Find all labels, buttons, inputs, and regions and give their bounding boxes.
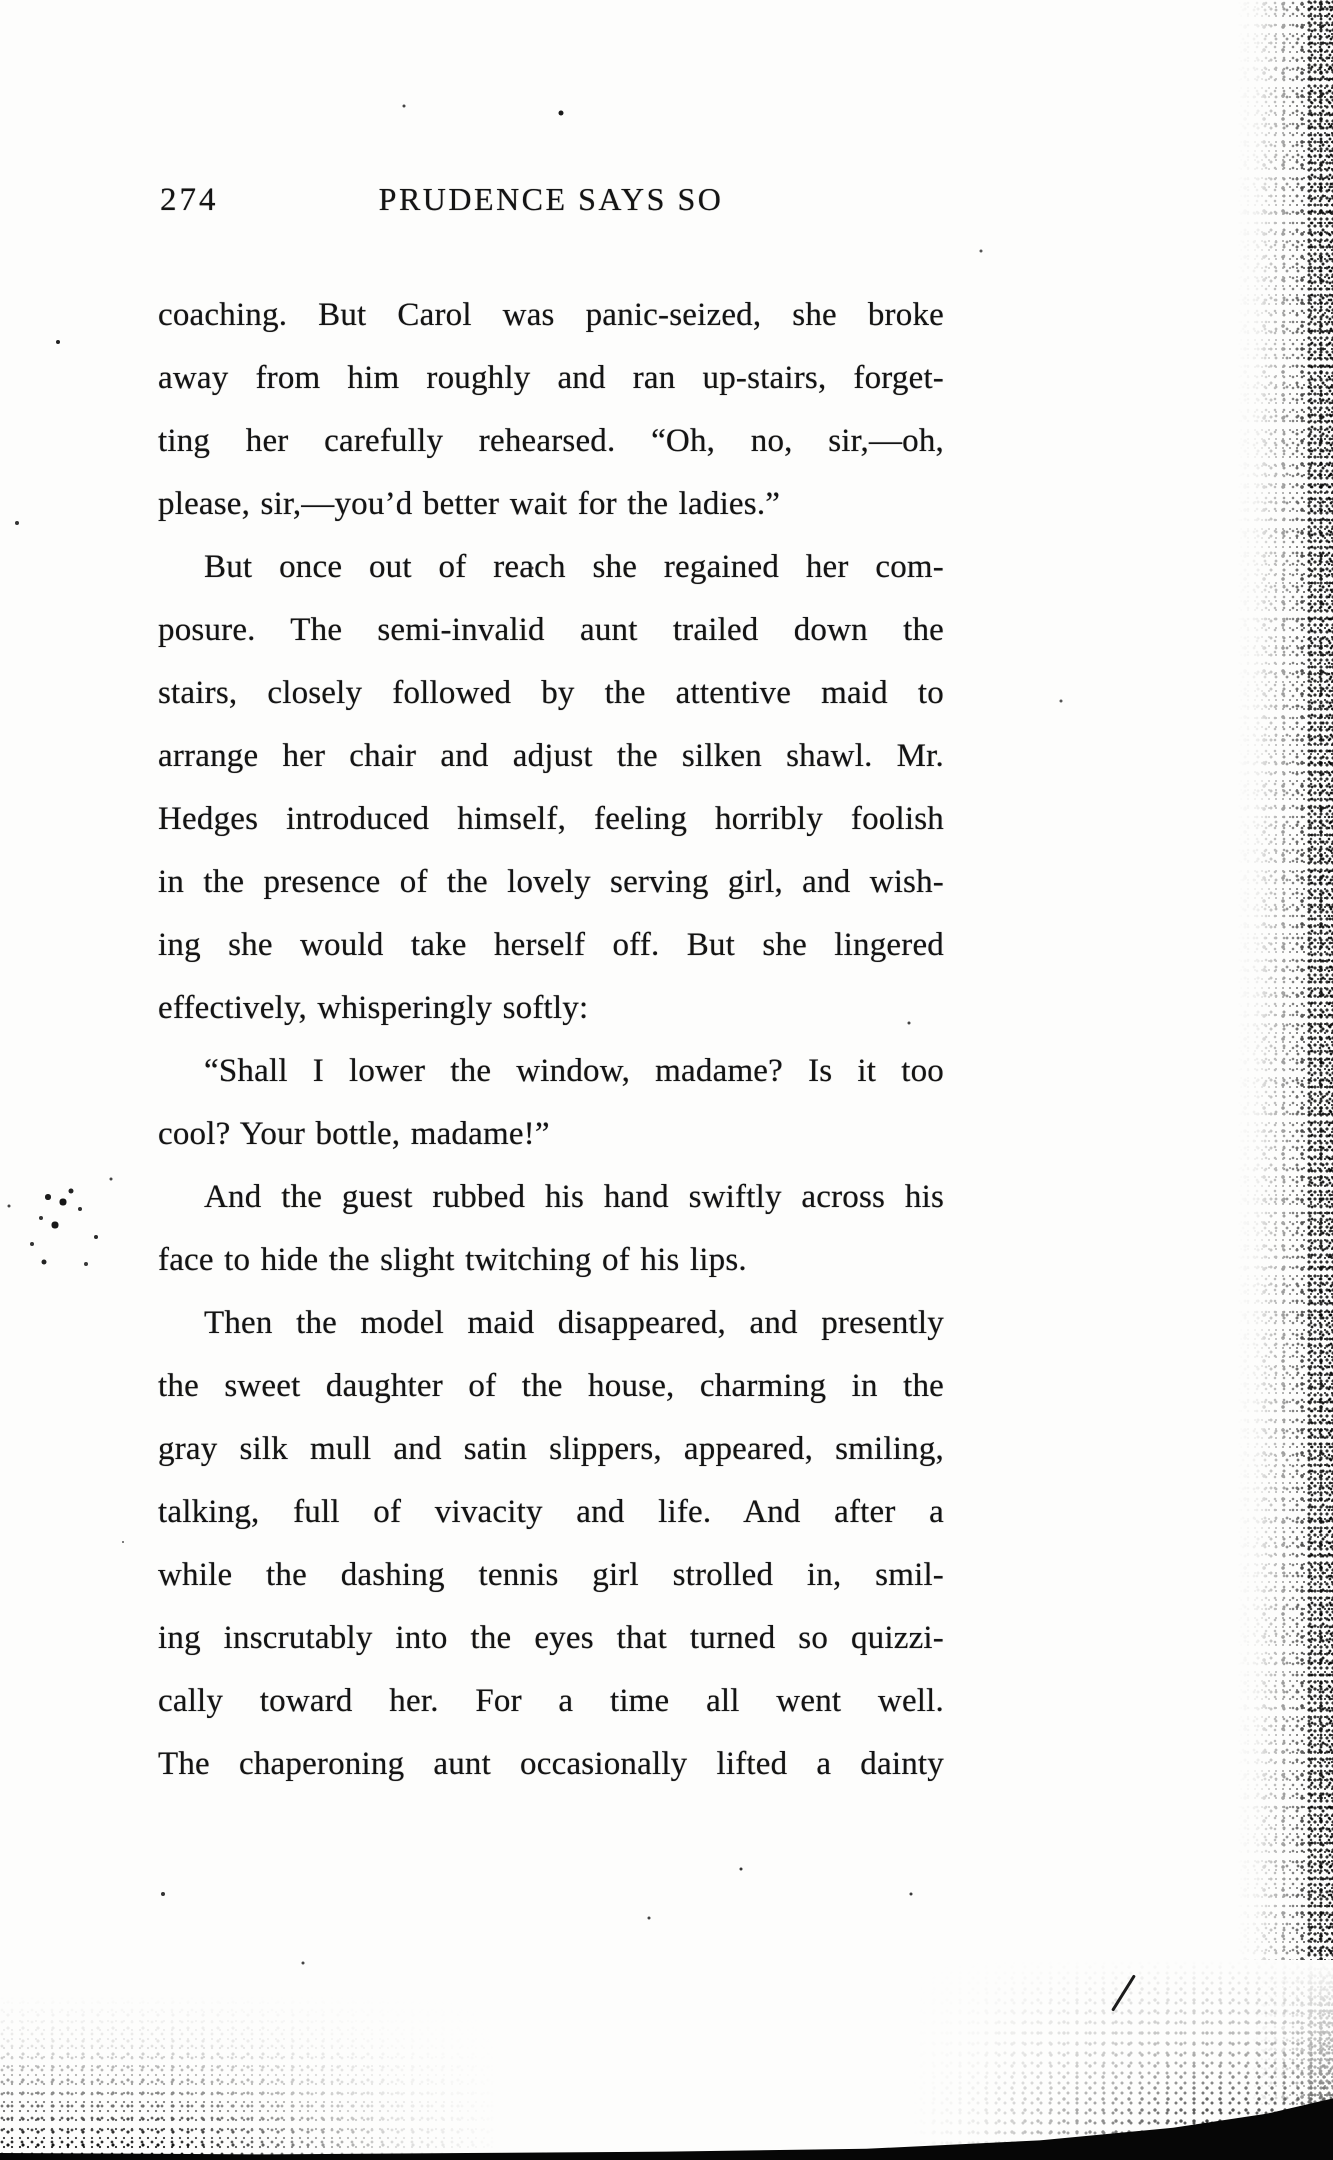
text-line: the sweet daughter of the house, charming in the	[158, 1368, 944, 1404]
text-line: coaching. But Carol was panic-seized, she broke	[158, 297, 944, 333]
text-line: “Shall I lower the window, madame? Is it too	[204, 1053, 944, 1089]
text-line: away from him roughly and ran up-stairs, forget-	[158, 360, 944, 396]
text-line: Then the model maid disappeared, and presently	[204, 1305, 944, 1341]
text-line: cally toward her. For a time all went well.	[158, 1683, 944, 1719]
text-line: please, sir,—you’d better wait for the ladies.”	[158, 486, 781, 522]
running-title: PRUDENCE SAYS SO	[378, 181, 724, 217]
text-line: while the dashing tennis girl strolled in, smil-	[158, 1557, 944, 1593]
page-number: 274	[160, 182, 219, 218]
scan-noise-right-edge	[1307, 0, 1333, 2160]
page-header	[158, 181, 944, 218]
text-line: effectively, whisperingly softly:	[158, 990, 589, 1026]
text-line: The chaperoning aunt occasionally lifted a dainty	[158, 1746, 944, 1782]
text-line: ing she would take herself off. But she lingered	[158, 927, 944, 963]
pencil-marks	[0, 0, 2, 2]
text-line: cool? Your bottle, madame!”	[158, 1116, 550, 1152]
text-line: Hedges introduced himself, feeling horribly foolish	[158, 801, 944, 837]
text-line: arrange her chair and adjust the silken shawl. Mr.	[158, 738, 944, 774]
text-line: posure. The semi-invalid aunt trailed down the	[158, 612, 944, 648]
text-line: talking, full of vivacity and life. And after a	[158, 1494, 944, 1530]
text-line: face to hide the slight twitching of his lips.	[158, 1242, 747, 1278]
text-line: ting her carefully rehearsed. “Oh, no, sir,—oh,	[158, 423, 944, 459]
text-line: stairs, closely followed by the attentive maid to	[158, 675, 944, 711]
text-line: But once out of reach she regained her com-	[204, 549, 944, 585]
text-line: gray silk mull and satin slippers, appeared, smiling,	[158, 1431, 944, 1467]
text-line: And the guest rubbed his hand swiftly across his	[204, 1179, 944, 1215]
scan-noise-bottom-left	[0, 1995, 500, 2155]
body-text	[158, 284, 944, 1796]
text-line: in the presence of the lovely serving girl, and wish-	[158, 864, 944, 900]
text-line: ing inscrutably into the eyes that turned so quizzi-	[158, 1620, 944, 1656]
